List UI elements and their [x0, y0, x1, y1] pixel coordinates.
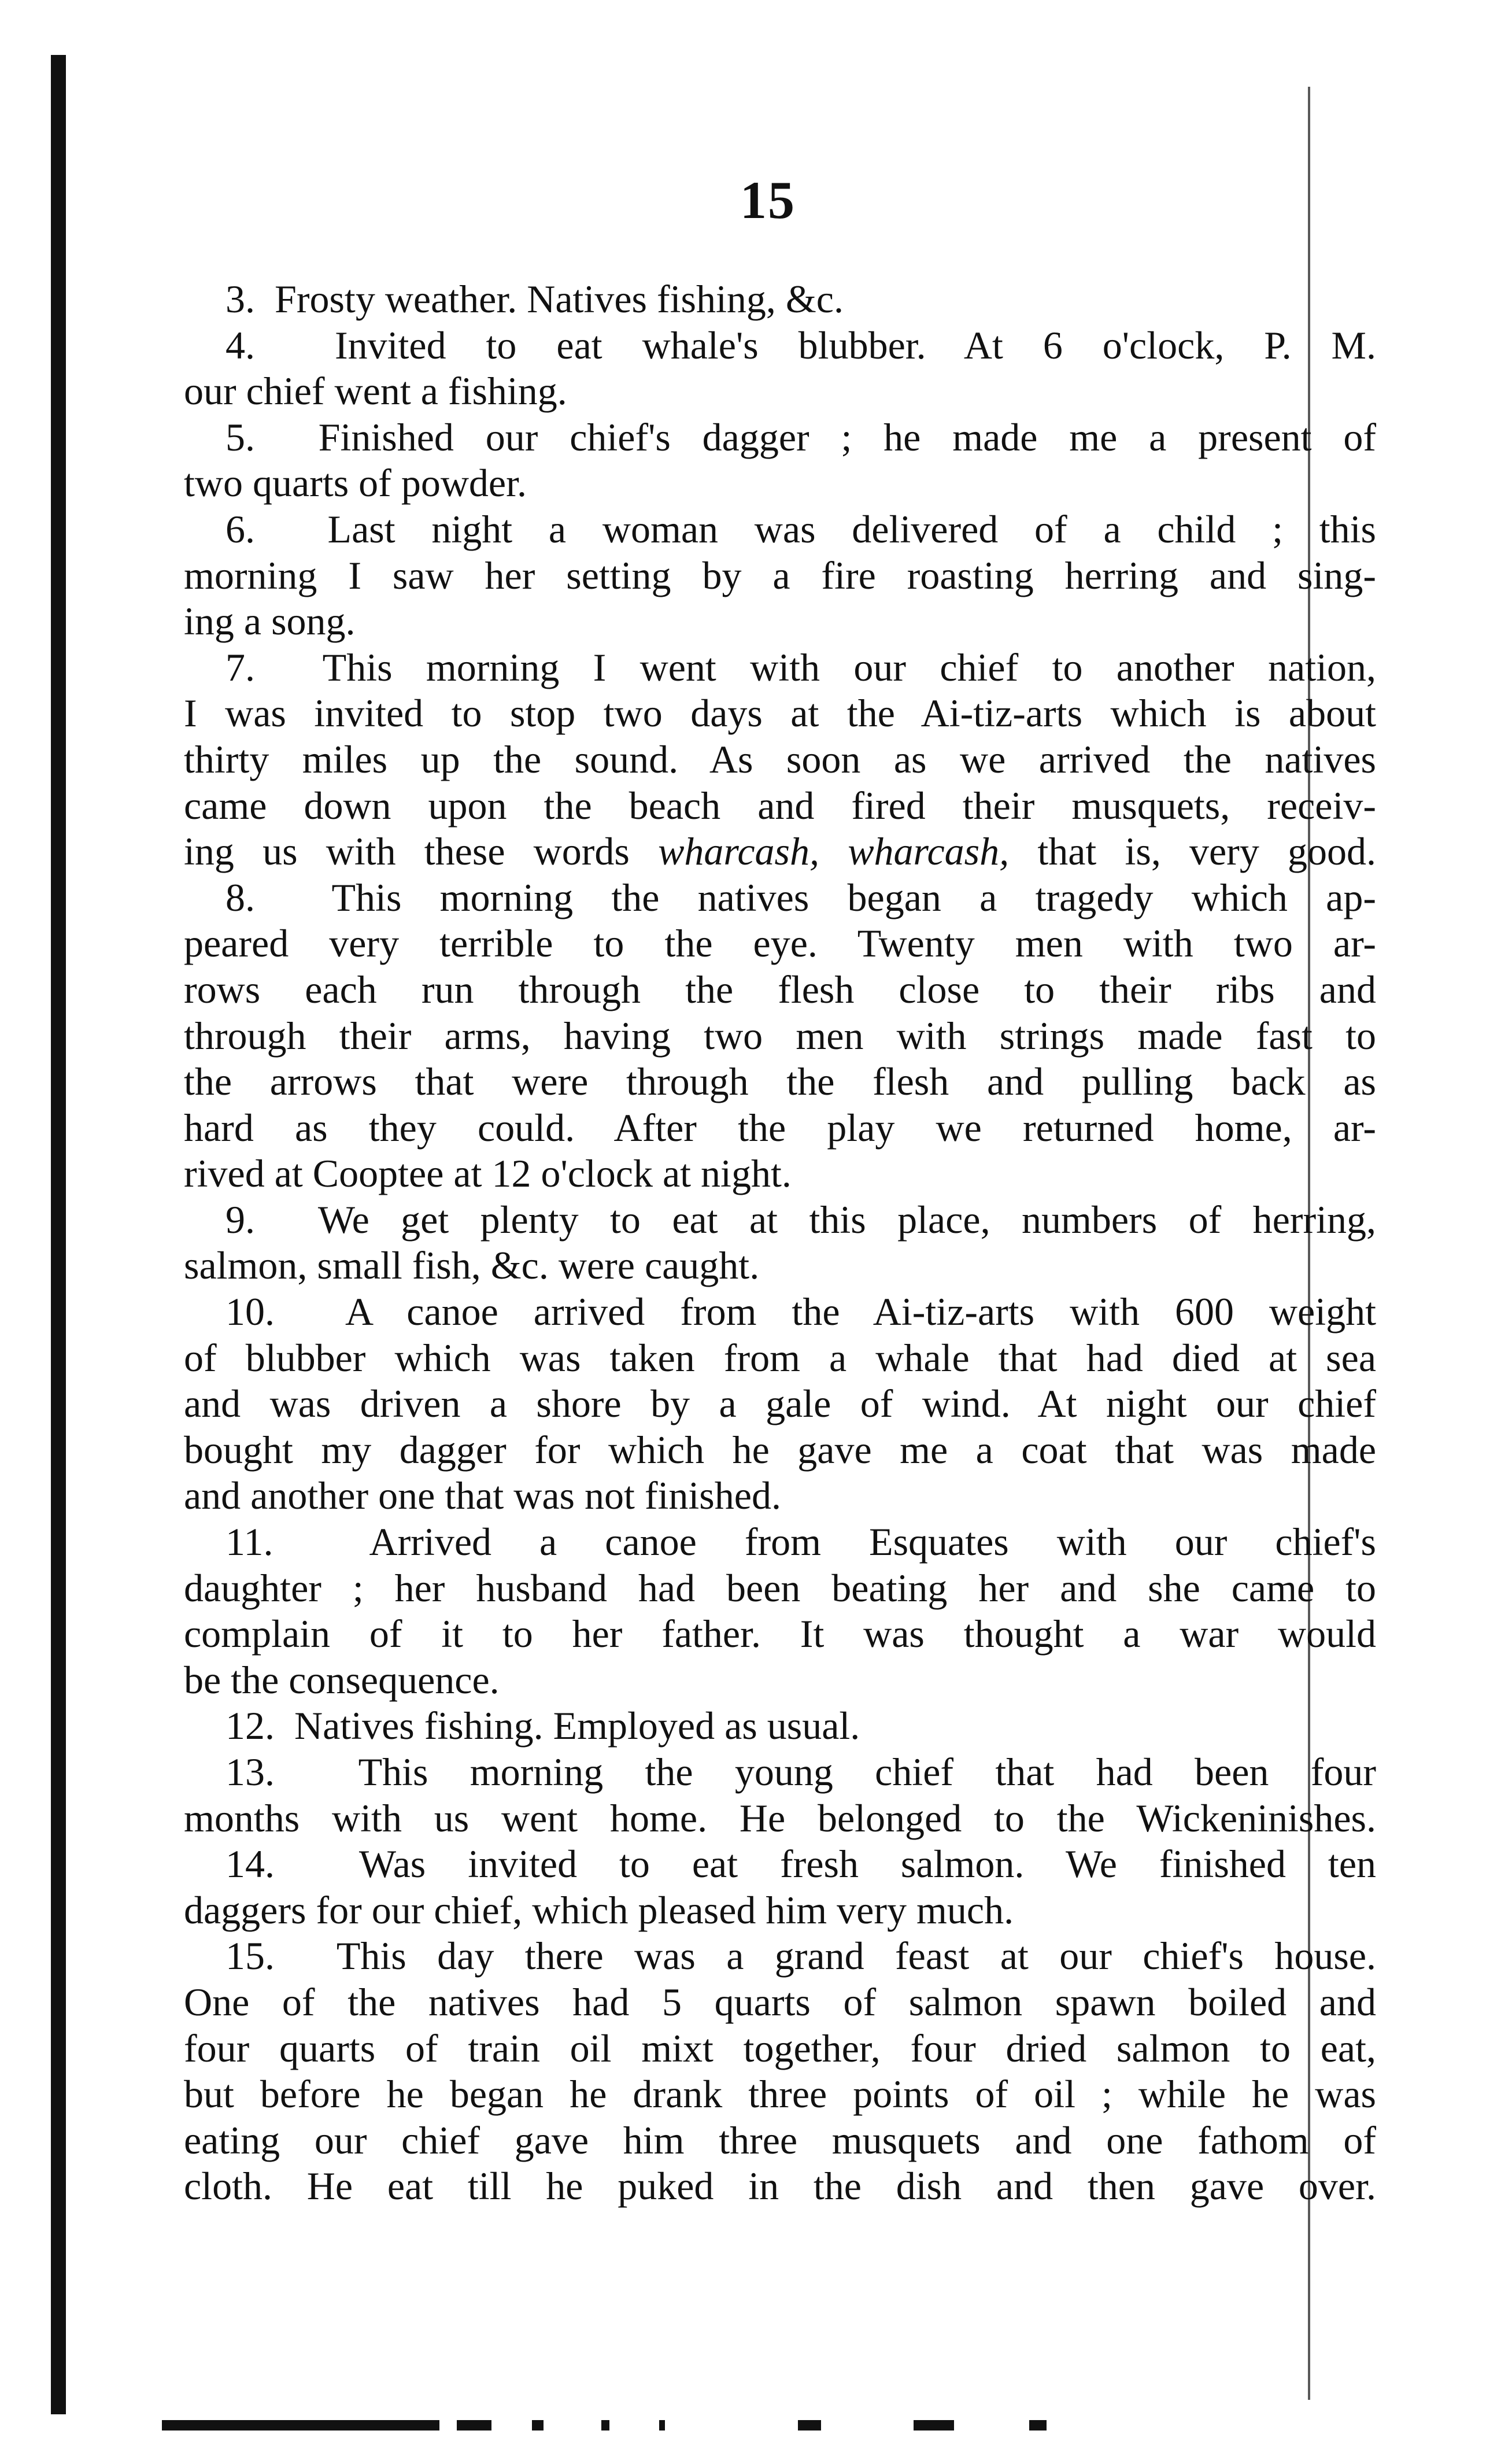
entry-number: 12. [225, 1704, 275, 1748]
entry-9-line-1 [184, 1197, 1376, 1243]
entry-number: 6. [225, 507, 255, 551]
entry-text: This morning the young chief that had been four [358, 1750, 1376, 1794]
entry-15-line-5: eating our chief gave him three musquets and one fathom of [184, 2118, 1376, 2162]
entry-6-line-3: ing a song. [184, 599, 356, 644]
entry-11-line-4: be the consequence. [184, 1657, 500, 1702]
entry-8-line-3: rows each run through the flesh close to their ribs and [184, 967, 1376, 1011]
entry-text: This morning the natives began a tragedy which ap- [331, 875, 1377, 919]
entry-number: 13. [225, 1750, 275, 1794]
entry-text: Invited to eat whale's blubber. At 6 o'clock, P. M. [334, 323, 1377, 367]
entry-6-line-2: morning I saw her setting by a fire roasting herring and sing- [184, 553, 1376, 597]
entry-text: Frosty weather. Natives fishing, &c. [275, 277, 844, 321]
entry-4-line-2: our chief went a fishing. [184, 369, 567, 413]
entry-number: 9. [225, 1197, 255, 1242]
entry-10-line-5: and another one that was not finished. [184, 1473, 781, 1518]
entry-number: 4. [225, 323, 255, 367]
entry-text: Last night a woman was delivered of a child ; this [327, 507, 1377, 551]
entry-number: 3. [225, 277, 255, 321]
entry-15-line-3: four quarts of train oil mixt together, four dried salmon to eat, [184, 2026, 1376, 2070]
entry-15-line-2: One of the natives had 5 quarts of salmon spawn boiled and [184, 1979, 1376, 2024]
entry-number: 10. [225, 1290, 275, 1334]
page-number: 15 [740, 171, 796, 230]
entry-7-line-4: came down upon the beach and fired their musquets, receiv- [184, 783, 1376, 828]
entry-8-line-7: rived at Cooptee at 12 o'clock at night. [184, 1151, 792, 1196]
entry-13-line-2: months with us went home. He belonged to the Wickeninishes. [184, 1796, 1376, 1840]
entry-number: 11. [225, 1520, 273, 1564]
entry-10-line-3: and was driven a shore by a gale of wind. At night our chief [184, 1382, 1376, 1426]
entry-7-line-3: thirty miles up the sound. As soon as we arrived the natives [184, 737, 1376, 781]
entry-text: We get plenty to eat at this place, numbers of herring, [317, 1197, 1376, 1242]
entry-15-line-6: cloth. He eat till he puked in the dish and then gave over. [184, 2164, 1376, 2208]
entry-13-line-1 [184, 1749, 1376, 1796]
entry-9-line-2: salmon, small fish, &c. were caught. [184, 1243, 760, 1288]
entry-14-line-1 [184, 1841, 1376, 1887]
entry-text: Arrived a canoe from Esquates with our chief's [369, 1520, 1377, 1564]
entry-5-line-2: two quarts of powder. [184, 461, 527, 505]
entry-15-line-1 [184, 1933, 1376, 1979]
entry-number: 8. [225, 875, 255, 919]
entry-8-line-1 [184, 875, 1376, 921]
entry-8-line-6: hard as they could. After the play we returned home, ar- [184, 1105, 1376, 1150]
entry-3-line-1 [184, 276, 1376, 323]
binding-edge-rule [51, 55, 66, 2414]
entry-7-line-1 [184, 645, 1376, 691]
entry-5-line-1 [184, 415, 1376, 461]
entry-8-line-4: through their arms, having two men with strings made fast to [184, 1013, 1376, 1058]
entry-number: 15. [225, 1934, 275, 1978]
entry-4-line-1 [184, 323, 1376, 369]
entry-15-line-4: but before he began he drank three points of oil ; while he was [184, 2072, 1376, 2116]
entry-text: This morning I went with our chief to another nation, [322, 645, 1376, 689]
entry-6-line-1 [184, 507, 1376, 553]
entry-11-line-1 [184, 1519, 1376, 1565]
bottom-edge-marks [162, 2420, 1434, 2437]
entry-11-line-3: complain of it to her father. It was thought a war would [184, 1612, 1376, 1656]
entry-8-line-5: the arrows that were through the flesh and pulling back as [184, 1059, 1376, 1104]
entry-number: 14. [225, 1842, 275, 1886]
entry-text: A canoe arrived from the Ai-tiz-arts with 600 weight [345, 1290, 1377, 1334]
entry-number: 7. [225, 645, 255, 689]
native-words: wharcash, wharcash, [658, 829, 1010, 874]
entry-text: Finished our chief's dagger ; he made me a present of [318, 415, 1377, 459]
entry-text: Natives fishing. Employed as usual. [294, 1704, 860, 1748]
entry-11-line-2: daughter ; her husband had been beating her and she came to [184, 1565, 1376, 1610]
entry-8-line-2: peared very terrible to the eye. Twenty men with two ar- [184, 921, 1376, 966]
entry-text: that is, very good. [1037, 829, 1377, 874]
entry-10-line-4: bought my dagger for which he gave me a coat that was made [184, 1427, 1376, 1472]
entry-7-line-5 [184, 829, 1376, 875]
entry-10-line-2: of blubber which was taken from a whale that had died at sea [184, 1335, 1376, 1380]
entry-text: This day there was a grand feast at our chief's house. [336, 1934, 1377, 1978]
entry-10-line-1 [184, 1289, 1376, 1335]
entry-number: 5. [225, 415, 255, 459]
journal-text [184, 276, 1376, 2210]
entry-7-line-2: I was invited to stop two days at the Ai-tiz-arts which is about [184, 691, 1376, 736]
entry-14-line-2: daggers for our chief, which pleased him very much. [184, 1887, 1014, 1932]
entry-text: ing us with these words [184, 829, 630, 874]
entry-text: Was invited to eat fresh salmon. We finished ten [358, 1842, 1377, 1886]
entry-12-line-1 [184, 1703, 1376, 1749]
